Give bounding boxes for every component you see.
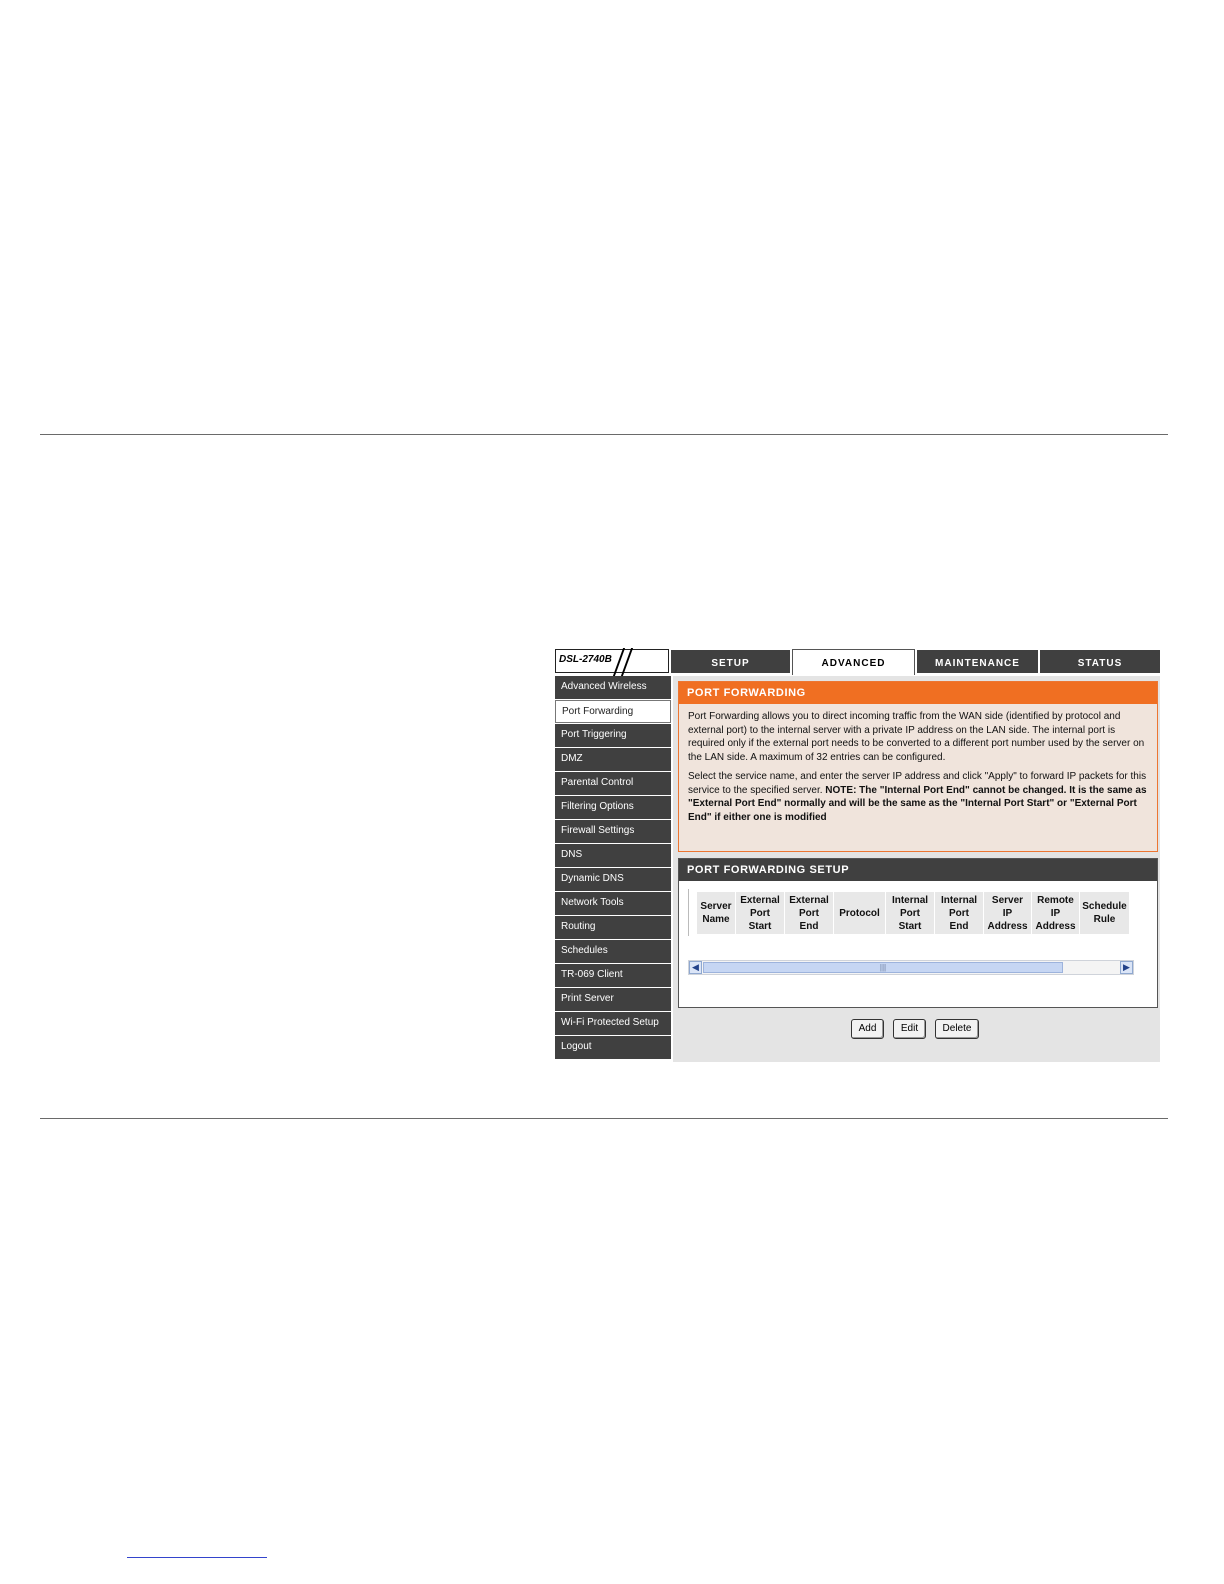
column-header-schedule-rule: Schedule Rule: [1080, 892, 1129, 934]
instructions-note: NOTE: The "Internal Port End" cannot be changed. It is the same as "External Port End" normally and will be the same as the "Internal Port Start" or "External Port End" if either one is modified: [688, 784, 1147, 823]
sidebar-item-tr069-client[interactable]: TR-069 Client: [555, 964, 671, 987]
delete-button[interactable]: Delete: [935, 1019, 979, 1039]
sidebar-item-dns[interactable]: DNS: [555, 844, 671, 867]
horizontal-scrollbar[interactable]: [688, 960, 1134, 975]
sidebar-item-logout[interactable]: Logout: [555, 1036, 671, 1059]
column-header-internal-port-end: Internal Port End: [935, 892, 983, 934]
port-forwarding-instructions: [679, 770, 1157, 824]
tab-status[interactable]: STATUS: [1040, 650, 1160, 673]
device-model-label: DSL-2740B: [559, 654, 612, 665]
arrow-left-icon[interactable]: ◀: [689, 961, 702, 974]
sidebar-item-print-server[interactable]: Print Server: [555, 988, 671, 1011]
sidebar-item-advanced-wireless[interactable]: Advanced Wireless: [555, 676, 671, 699]
device-logo: [555, 649, 669, 673]
tab-maintenance[interactable]: MAINTENANCE: [917, 650, 1038, 673]
sidebar-item-routing[interactable]: Routing: [555, 916, 671, 939]
sidebar-item-network-tools[interactable]: Network Tools: [555, 892, 671, 915]
port-forwarding-info-panel: [678, 681, 1158, 852]
add-button[interactable]: Add: [851, 1019, 884, 1039]
sidebar-item-wifi-protected-setup[interactable]: Wi-Fi Protected Setup: [555, 1012, 671, 1035]
router-ui-screenshot: [553, 647, 1160, 1062]
grip-icon: |||: [879, 963, 887, 972]
sidebar-item-dmz[interactable]: DMZ: [555, 748, 671, 771]
sidebar-item-dynamic-dns[interactable]: Dynamic DNS: [555, 868, 671, 891]
tab-advanced[interactable]: ADVANCED: [792, 649, 915, 675]
port-forwarding-setup-title: PORT FORWARDING SETUP: [679, 859, 1157, 881]
scrollbar-thumb[interactable]: [703, 962, 1063, 973]
column-header-external-port-start: External Port Start: [736, 892, 784, 934]
port-forwarding-setup-panel: [678, 858, 1158, 1008]
page-divider-bottom: [40, 1118, 1168, 1119]
column-header-external-port-end: External Port End: [785, 892, 833, 934]
instructions-text: Select the service name, and enter the server IP address and click "Apply" to forward IP packets for this service to the specified server.: [688, 771, 1147, 796]
column-header-server-ip-address: Server IP Address: [984, 892, 1031, 934]
tab-setup[interactable]: SETUP: [671, 650, 790, 673]
page-divider-top: [40, 434, 1168, 435]
port-forwarding-description: Port Forwarding allows you to direct incoming traffic from the WAN side (identified by protocol and external port) to the internal server with a private IP address on the LAN side. The internal port is required only if the external port needs to be converted to a different port number used by the server on the LAN side. A maximum of 32 entries can be configured.: [688, 711, 1145, 763]
column-header-remote-ip-address: Remote IP Address: [1032, 892, 1079, 934]
main-content: [673, 676, 1160, 1062]
arrow-right-icon[interactable]: ▶: [1120, 961, 1133, 974]
sidebar-item-port-triggering[interactable]: Port Triggering: [555, 724, 671, 747]
column-header-protocol: Protocol: [834, 892, 885, 934]
footer-link-underline[interactable]: [127, 1557, 267, 1558]
sidebar-nav: [555, 676, 671, 1060]
edit-button[interactable]: Edit: [893, 1019, 926, 1039]
top-tab-bar: [671, 650, 1160, 674]
column-header-internal-port-start: Internal Port Start: [886, 892, 934, 934]
sidebar-item-schedules[interactable]: Schedules: [555, 940, 671, 963]
sidebar-item-filtering-options[interactable]: Filtering Options: [555, 796, 671, 819]
sidebar-item-parental-control[interactable]: Parental Control: [555, 772, 671, 795]
column-header-server-name: Server Name: [697, 892, 735, 934]
port-forwarding-table: [688, 889, 1135, 936]
port-forwarding-title: PORT FORWARDING: [679, 682, 1157, 704]
sidebar-item-firewall-settings[interactable]: Firewall Settings: [555, 820, 671, 843]
sidebar-item-port-forwarding[interactable]: Port Forwarding: [555, 700, 671, 723]
